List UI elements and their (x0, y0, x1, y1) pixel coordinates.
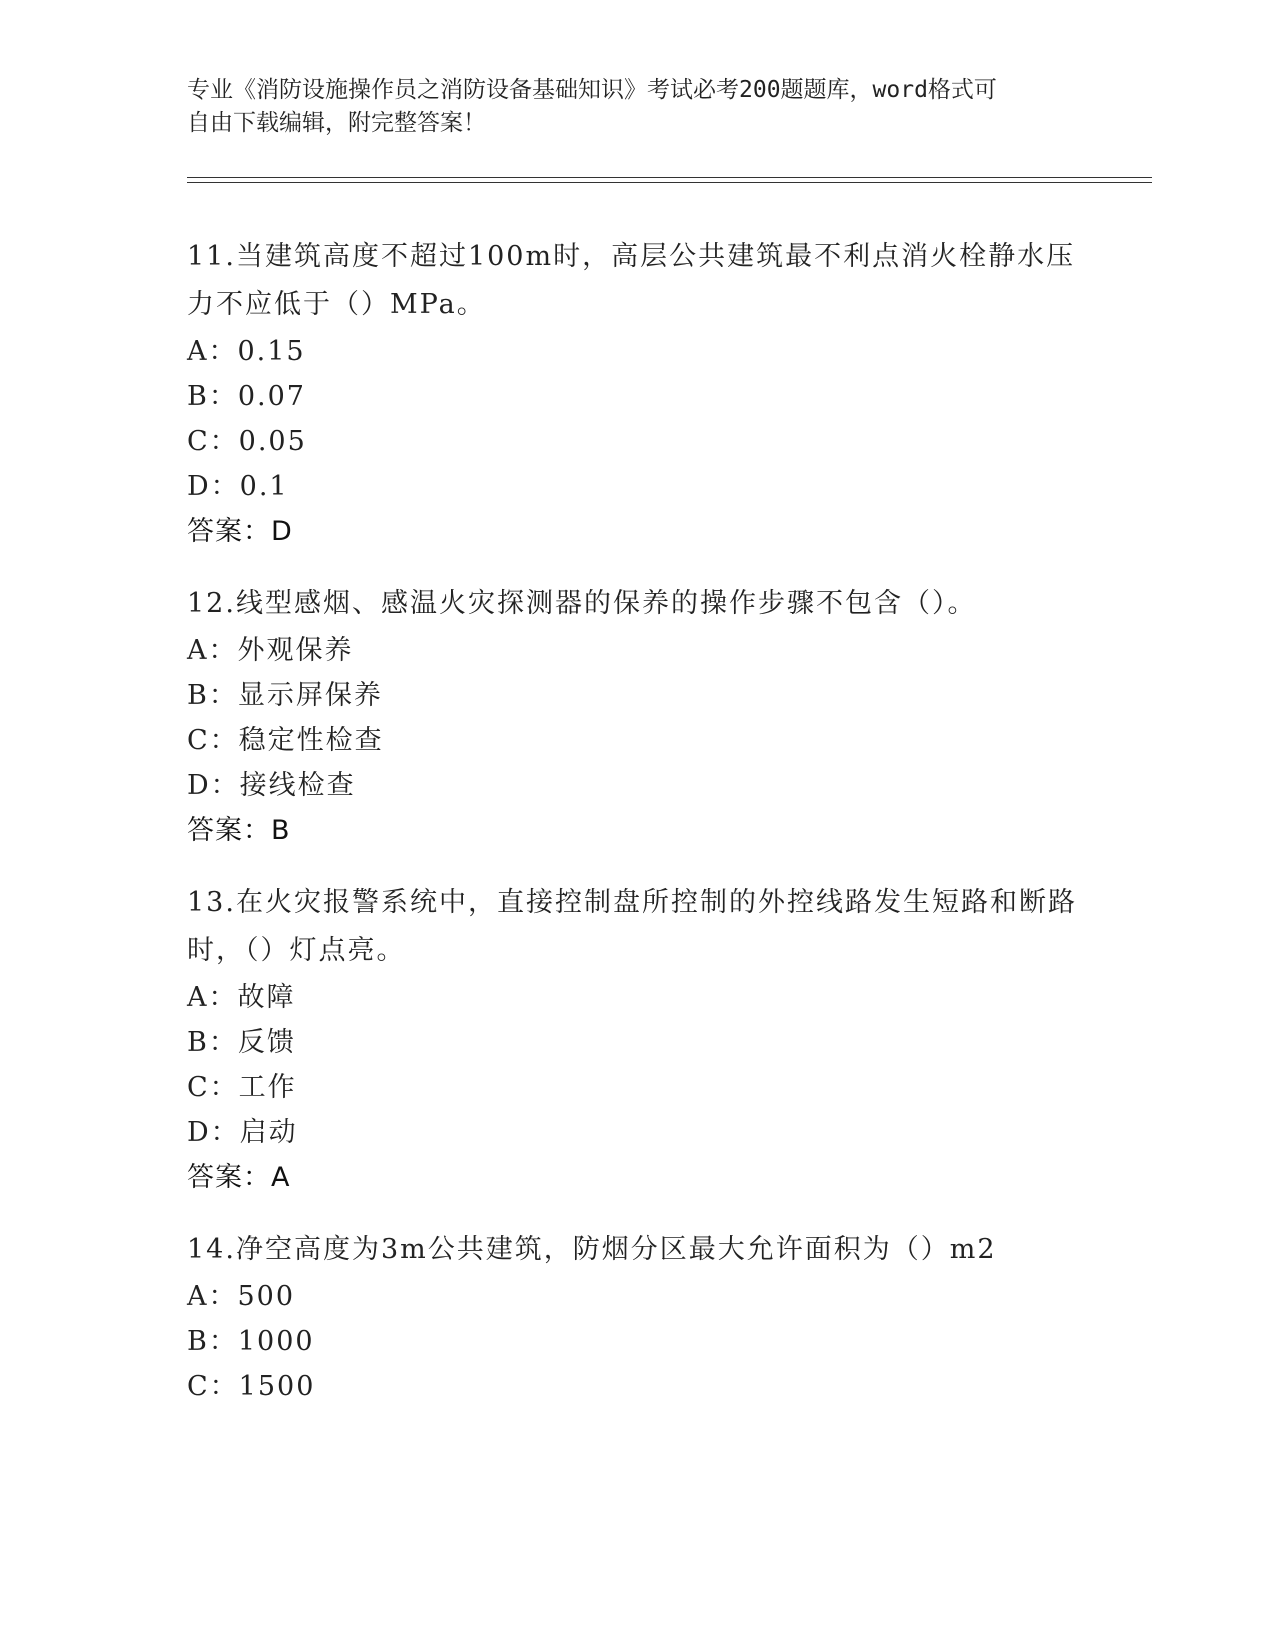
option-d: D：接线检查 (187, 770, 356, 801)
option-c: C：0.05 (187, 426, 307, 457)
question-text (187, 580, 1087, 628)
option-a: A：0.15 (187, 336, 306, 367)
option-a: A：故障 (187, 982, 296, 1013)
option-c: C：稳定性检查 (187, 725, 384, 756)
option-d: D：0.1 (187, 471, 289, 502)
question-text-line: 13.在火灾报警系统中，直接控制盘所控制的外控线路发生短路和断路 (187, 887, 1077, 918)
option-a: A：500 (187, 1281, 296, 1312)
header-divider-top (187, 177, 1152, 178)
answer-label: 答案：A (187, 1162, 291, 1193)
document-header (187, 74, 1087, 140)
option-b: B：0.07 (187, 381, 306, 412)
header-line-2: 自由下载编辑，附完整答案！ (187, 110, 486, 136)
question-13 (187, 879, 1087, 1201)
header-divider-bottom (187, 182, 1152, 183)
option-c: C：1500 (187, 1371, 316, 1402)
option-d: D：启动 (187, 1117, 298, 1148)
answer-label: 答案：B (187, 815, 291, 846)
question-12 (187, 580, 1087, 854)
question-text-line: 14.净空高度为3m公共建筑，防烟分区最大允许面积为（）m2 (187, 1234, 997, 1265)
question-14 (187, 1226, 1087, 1409)
option-c: C：工作 (187, 1072, 297, 1103)
answer-label: 答案：D (187, 516, 293, 547)
option-b: B：反馈 (187, 1027, 296, 1058)
question-text (187, 1226, 1087, 1274)
question-list (187, 233, 1087, 1434)
question-text (187, 879, 1087, 975)
header-line-1: 专业《消防设施操作员之消防设备基础知识》考试必考200题题库，word格式可 (187, 77, 997, 103)
question-text (187, 233, 1087, 329)
option-b: B：1000 (187, 1326, 315, 1357)
question-text-line: 时，（）灯点亮。 (187, 935, 406, 966)
question-text-line: 12.线型感烟、感温火灾探测器的保养的操作步骤不包含（）。 (187, 588, 977, 619)
question-text-line: 力不应低于（）MPa。 (187, 289, 486, 320)
option-a: A：外观保养 (187, 635, 354, 666)
question-text-line: 11.当建筑高度不超过100m时，高层公共建筑最不利点消火栓静水压 (187, 241, 1076, 272)
question-11 (187, 233, 1087, 555)
option-b: B：显示屏保养 (187, 680, 383, 711)
